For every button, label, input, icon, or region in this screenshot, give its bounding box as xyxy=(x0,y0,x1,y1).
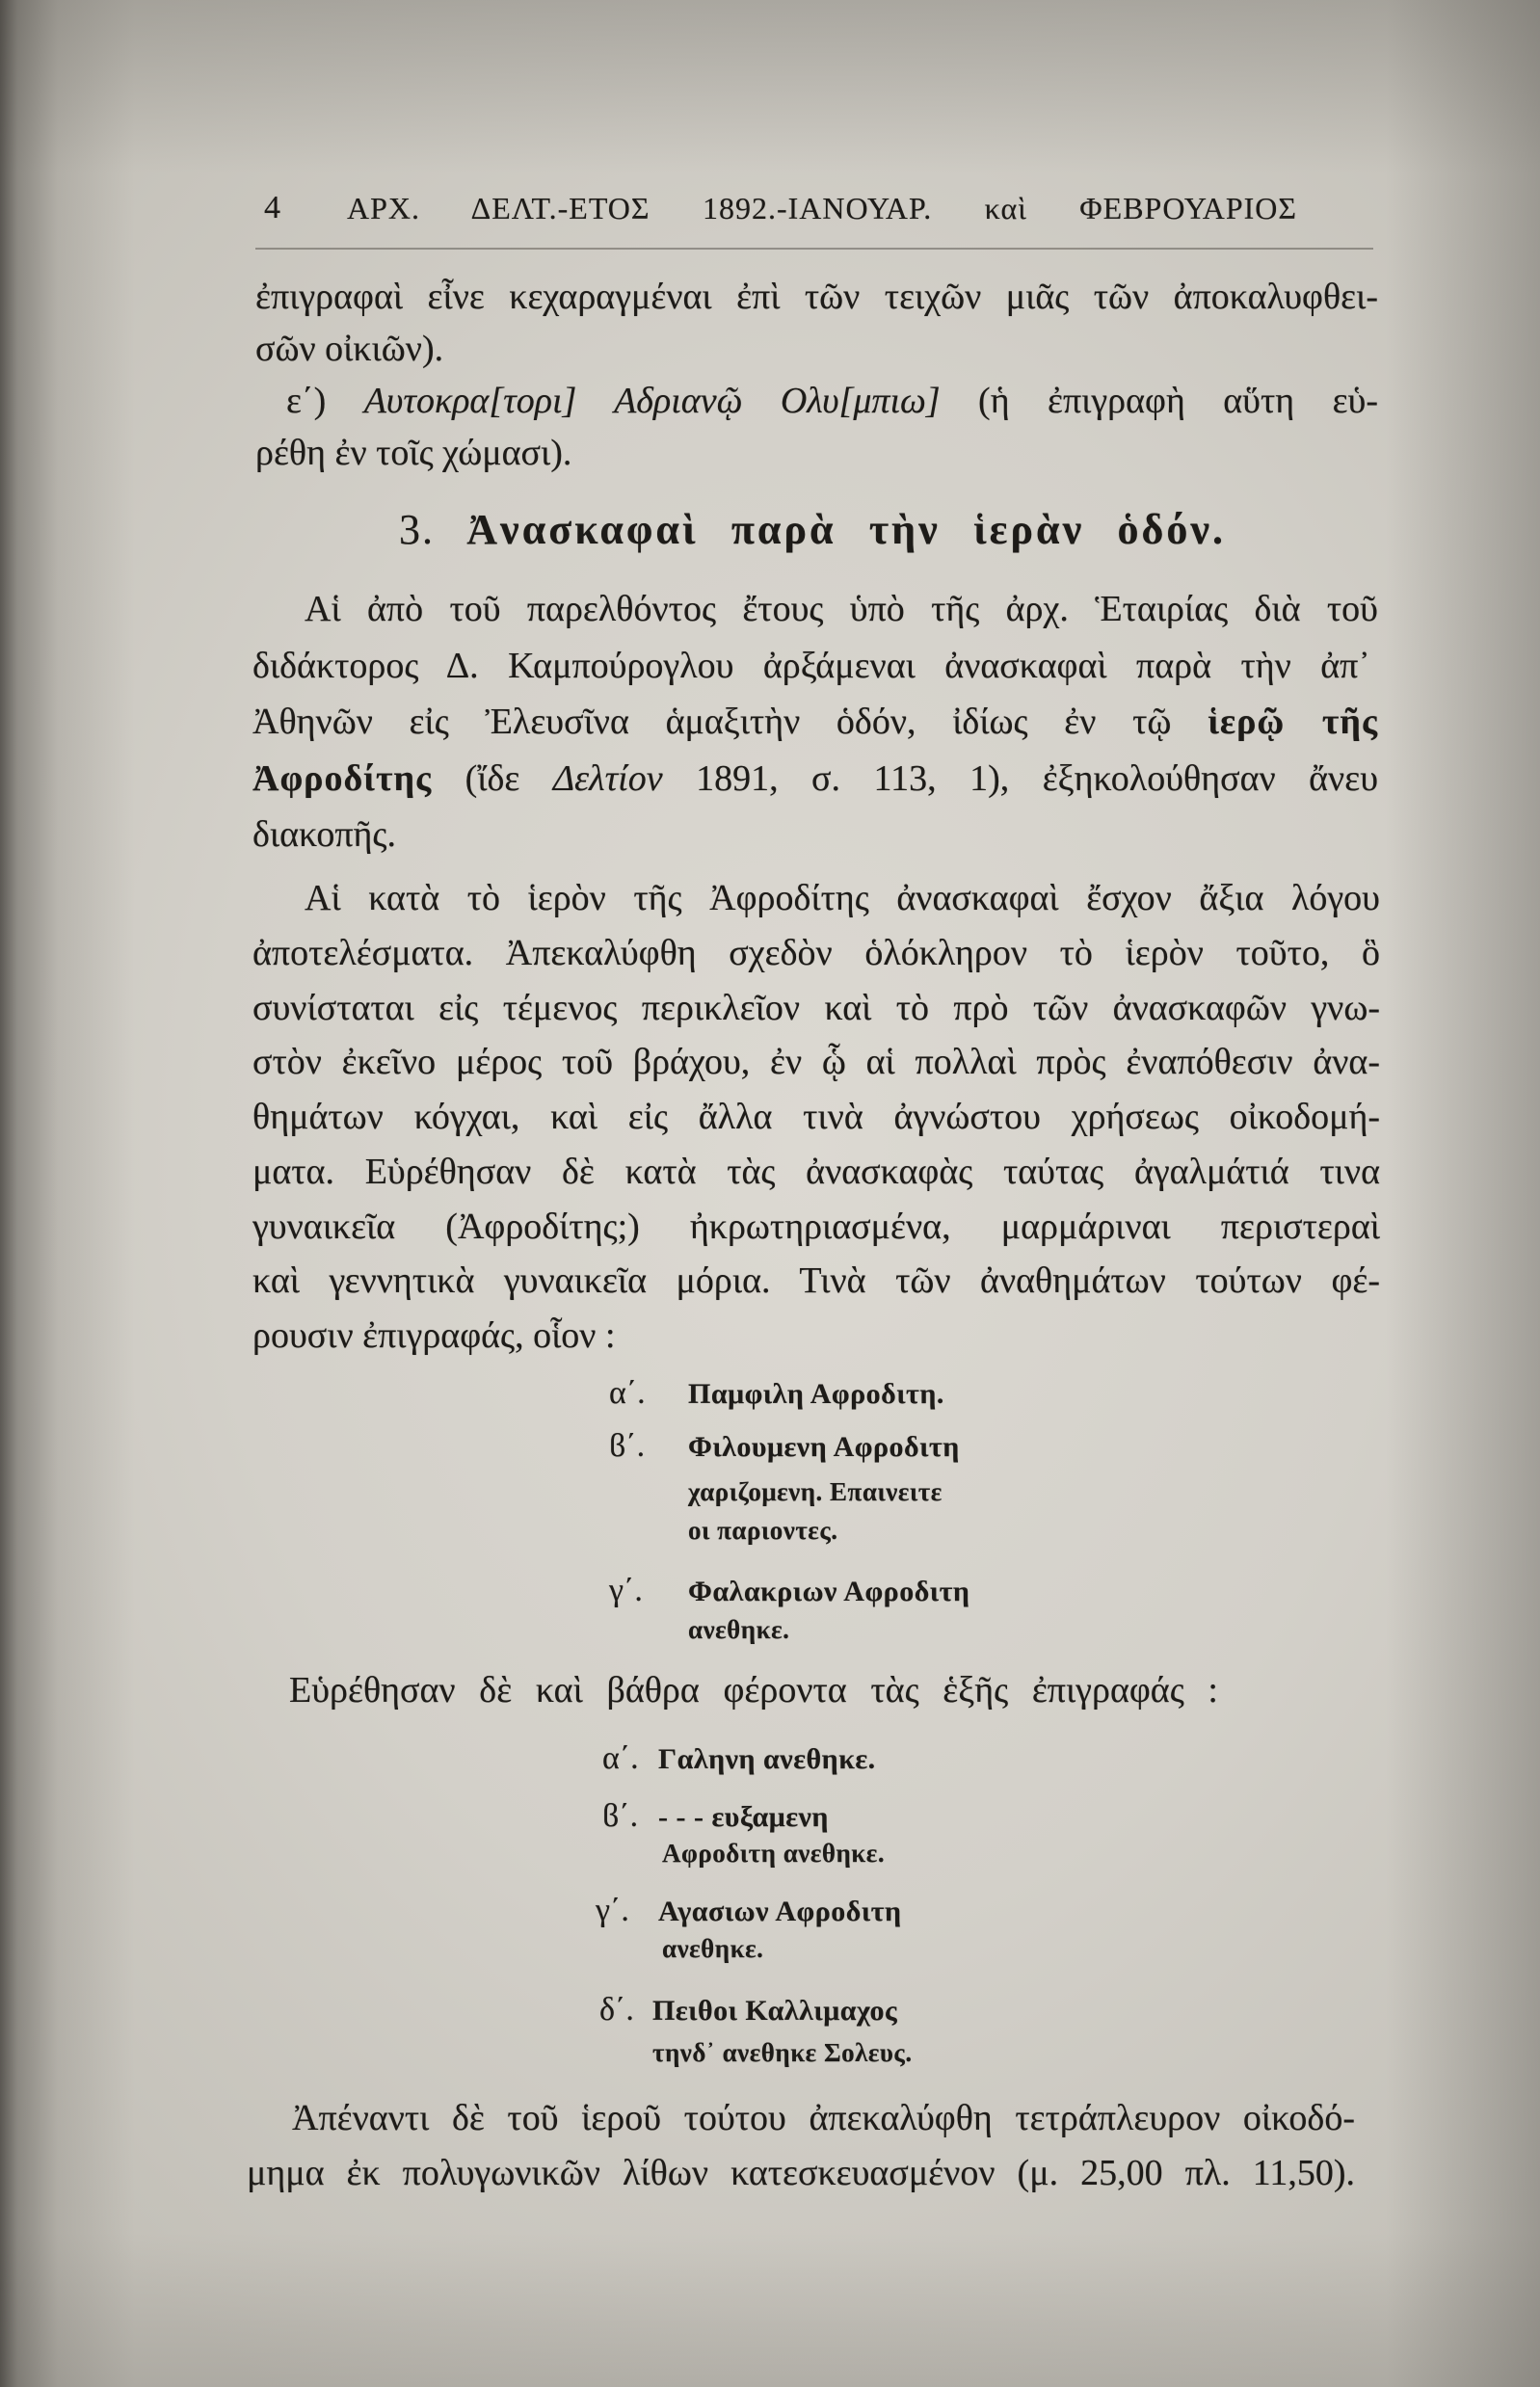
italic-citation: Δελτίον xyxy=(552,757,663,799)
line-text: Ἀθηνῶν εἰς Ἐλευσῖνα ἁμαξιτὴν ὁδόν, ἰδίως ἐν τῷ xyxy=(252,702,1208,742)
text-line: διακοπῆς. xyxy=(252,814,396,855)
bold-term: ἱερῷ τῆς xyxy=(1208,702,1378,742)
text-line: ματα. Εὑρέθησαν δὲ κατὰ τὰς ἀνασκαφὰς ταύτας ἀγαλμάτιά τινα xyxy=(252,1151,1380,1192)
inscription-text: Αυτοκρα[τορι] Αδριανῷ Ολυ[μπιω] xyxy=(363,381,941,421)
text-line: συνίσταται εἰς τέμενος περικλεῖον καὶ τὸ πρὸ τῶν ἀνασκαφῶν γνω- xyxy=(252,987,1380,1028)
text-line: ρέθη ἐν τοῖς χώμασι). xyxy=(255,433,572,473)
page-number: 4 xyxy=(264,190,280,225)
bases-intro-line: Εὑρέθησαν δὲ καὶ βάθρα φέροντα τὰς ἑξῆς ἐπιγραφάς : xyxy=(289,1670,1218,1711)
inscription-label: γ΄. xyxy=(596,1893,629,1928)
text-line: σῶν οἰκιῶν). xyxy=(255,329,444,369)
inscription-text: Παμφιλη Αφροδιτη. xyxy=(688,1378,944,1410)
inscription-label: δ΄. xyxy=(599,1992,634,2028)
text-line: μημα ἐκ πολυγωνικῶν λίθων κατεσκευασμένον (μ. 25,00 πλ. 11,50). xyxy=(247,2153,1355,2193)
inscription-text: Αγασιων Αφροδιτη xyxy=(658,1896,902,1927)
text-line: θημάτων κόγχαι, καὶ εἰς ἄλλα τινὰ ἀγνώστου χρήσεως οἰκοδομή- xyxy=(252,1097,1380,1137)
text-line: Αἱ κατὰ τὸ ἱερὸν τῆς Ἀφροδίτης ἀνασκαφαὶ ἔσχον ἄξια λόγου xyxy=(305,878,1380,918)
inscription-label: ϐ΄. xyxy=(602,1798,639,1834)
text-line xyxy=(252,694,1378,751)
inscription-text: τηνδ᾽ ανεθηκε Σολευς. xyxy=(652,2038,913,2067)
body-paragraph xyxy=(247,2091,1355,2201)
inscription-text: Γαληνη ανεθηκε. xyxy=(658,1743,876,1775)
text-line: ἀποτελέσματα. Ἀπεκαλύφθη σχεδὸν ὁλόκληρον τὸ ἱερὸν τοῦτο, ὃ xyxy=(252,932,1380,973)
section-title: Ἀνασκαφαὶ παρὰ τὴν ἱερὰν ὁδόν. xyxy=(466,506,1227,553)
inscription-label: α΄. xyxy=(602,1740,639,1776)
text-line: Αἱ ἀπὸ τοῦ παρελθόντος ἔτους ὑπὸ τῆς ἀρχ. Ἑταιρίας διὰ τοῦ xyxy=(305,589,1378,629)
inscription-label: α΄. xyxy=(609,1375,646,1411)
inscription-text: Πειθοι Καλλιμαχος xyxy=(652,1995,898,2027)
text-line: ρουσιν ἐπιγραφάς, οἷον : xyxy=(252,1315,616,1356)
inscription-text: οι παριοντες. xyxy=(688,1516,838,1545)
inscription-text: ανεθηκε. xyxy=(662,1934,764,1963)
text-line xyxy=(255,375,1378,427)
running-title: ΑΡΧ. ΔΕΛΤ.-ΕΤΟΣ 1892.-ΙΑΝΟΥΑΡ. καὶ ΦΕΒΡΟΥΑΡΙΟΣ xyxy=(347,191,1297,225)
inscription-text: - - - ευξαμενη xyxy=(658,1801,829,1833)
inscription-text: χαριζομενη. Επαινειτε xyxy=(688,1477,943,1506)
text-line: ἐπιγραφαὶ εἶνε κεχαραγμέναι ἐπὶ τῶν τειχῶν μιᾶς τῶν ἀποκαλυφθει- xyxy=(255,277,1378,317)
body-paragraph xyxy=(252,581,1378,863)
inscription-text: Αφροδιτη ανεθηκε. xyxy=(662,1839,886,1868)
line-text: (ἴδε xyxy=(432,757,553,799)
text-line: γυναικεῖα (Ἀφροδίτης;) ἠκρωτηριασμένα, μαρμάριναι περιστεραὶ xyxy=(252,1206,1380,1247)
text-line: Ἀπέναντι δὲ τοῦ ἱεροῦ τούτου ἀπεκαλύφθη τετράπλευρον οἰκοδό- xyxy=(292,2098,1355,2138)
inscription-label: γ΄. xyxy=(609,1573,643,1608)
text-line: διδάκτορος Δ. Καμπούρογλου ἀρξάμεναι ἀνασκαφαὶ παρὰ τὴν ἀπ᾽ xyxy=(252,645,1370,686)
inscription-text: Φαλακριων Αφροδιτη xyxy=(688,1576,970,1607)
text-line: στὸν ἐκεῖνο μέρος τοῦ βράχου, ἐν ᾧ αἱ πολλαὶ πρὸς ἐναπόθεσιν ἀνα- xyxy=(252,1042,1380,1083)
inscription-text: Φιλουμενη Αφροδιτη xyxy=(688,1431,960,1463)
inscription-note: (ἡ ἐπιγραφὴ αὕτη εὑ- xyxy=(940,381,1379,421)
continuation-paragraph xyxy=(255,271,1378,479)
inscription-text: ανεθηκε. xyxy=(688,1615,790,1644)
inscription-label: ϐ΄. xyxy=(609,1428,646,1464)
body-paragraph xyxy=(252,871,1380,1364)
text-line: καὶ γεννητικὰ γυναικεῖα μόρια. Τινὰ τῶν ἀναθημάτων τούτων φέ- xyxy=(252,1260,1380,1302)
line-text: 1891, σ. 113, 1), ἐξηκολούθησαν ἄνευ xyxy=(662,757,1379,799)
header-rule xyxy=(255,248,1373,250)
bold-term: Ἀφροδίτης xyxy=(252,757,433,799)
text-line xyxy=(252,751,1378,808)
section-heading xyxy=(399,501,1226,559)
item-marker: ε΄) xyxy=(286,381,364,421)
section-number: 3. xyxy=(399,506,467,553)
